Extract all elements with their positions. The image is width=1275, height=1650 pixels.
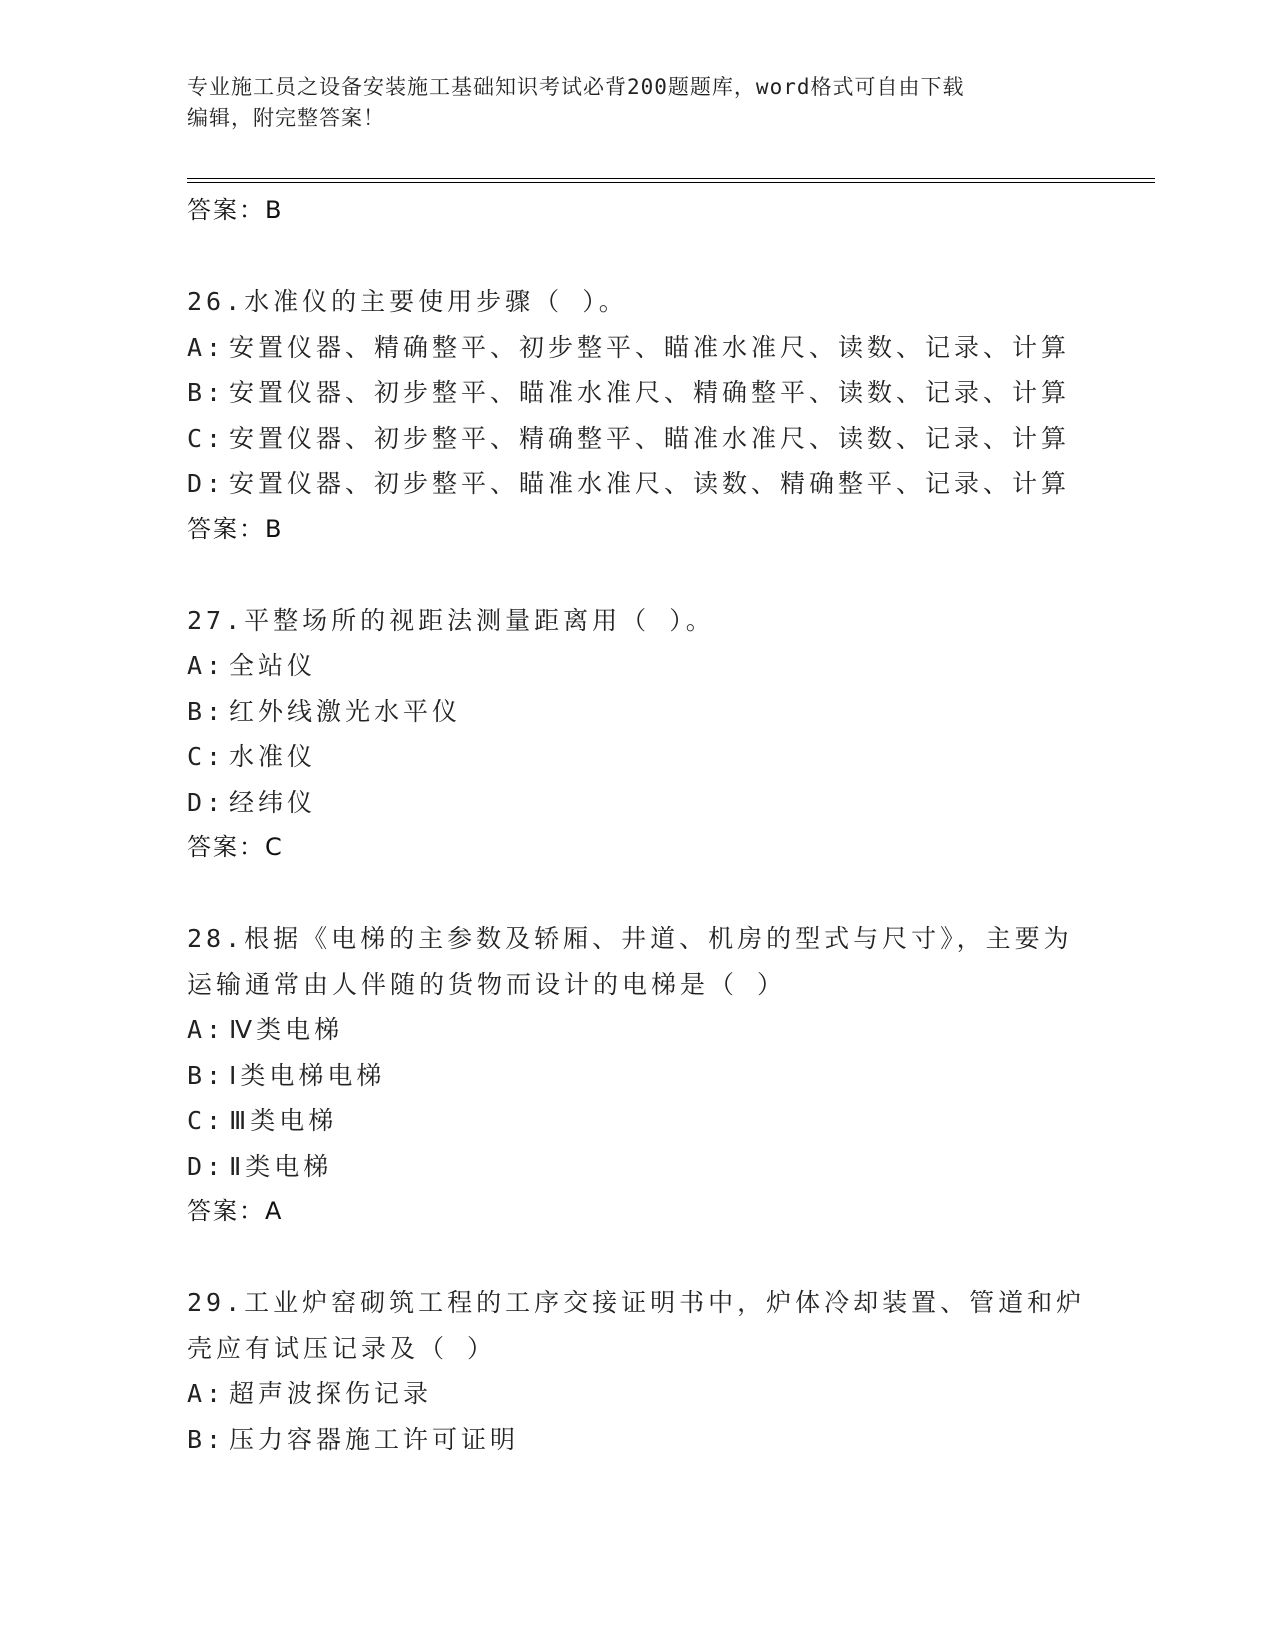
question-text: 29.工业炉窑砌筑工程的工序交接证明书中，炉体冷却装置、管道和炉 [187,1288,1086,1317]
answer-line: 答案：A [187,1197,284,1225]
option-text: 安置仪器、精确整平、初步整平、瞄准水准尺、读数、记录、计算 [229,332,1071,362]
option-label: D: [187,469,226,498]
option-text: 全站仪 [229,651,317,680]
option-text: 超声波探伤记录 [229,1379,433,1408]
option-text: 压力容器施工许可证明 [229,1424,520,1454]
option-row [187,1417,1087,1463]
option-row [187,1053,1087,1099]
answer-line: 答案：B [187,196,284,224]
option-row [187,1371,1087,1417]
option-row [187,1007,1087,1053]
option-label: A: [187,651,226,680]
option-label: C: [187,742,226,771]
question-block [187,279,1087,552]
option-row [187,370,1087,416]
option-row [187,643,1087,689]
option-text: 安置仪器、初步整平、瞄准水准尺、读数、精确整平、记录、计算 [229,469,1071,498]
option-row [187,780,1087,826]
question-block [187,598,1087,871]
answer-line: 答案：B [187,514,284,543]
header-divider-top [187,178,1155,179]
option-text: Ⅳ类电梯 [229,1015,344,1044]
question-text: 27.平整场所的视距法测量距离用（ ）。 [187,605,715,635]
answer-line: 答案：C [187,833,284,861]
option-text: 安置仪器、初步整平、瞄准水准尺、精确整平、读数、记录、计算 [229,378,1071,407]
question-text: 壳应有试压记录及（ ） [187,1333,497,1363]
header-line-2: 编辑，附完整答案！ [187,106,385,130]
option-label: A: [187,1015,226,1044]
option-label: C: [187,1106,226,1135]
option-label: B: [187,1424,226,1454]
option-label: D: [187,787,226,817]
question-list [187,188,1087,1462]
option-text: Ⅱ类电梯 [229,1151,333,1181]
header-divider-bottom [187,182,1155,183]
option-row [187,689,1087,735]
header-line-1: 专业施工员之设备安装施工基础知识考试必背200题题库，word格式可自由下载 [187,75,965,99]
question-block [187,1280,1087,1462]
option-label: B: [187,378,226,407]
option-text: 安置仪器、初步整平、精确整平、瞄准水准尺、读数、记录、计算 [229,423,1071,453]
option-label: D: [187,1151,226,1181]
option-text: 水准仪 [229,742,317,771]
option-label: B: [187,1060,226,1090]
question-text: 26.水准仪的主要使用步骤（ ）。 [187,287,628,316]
option-row [187,461,1087,507]
option-text: Ⅰ类电梯电梯 [229,1060,386,1090]
question-block [187,916,1087,1234]
option-row [187,1098,1087,1144]
option-row [187,1144,1087,1190]
option-label: A: [187,1379,226,1408]
option-row [187,416,1087,462]
question-text: 28.根据《电梯的主参数及轿厢、井道、机房的型式与尺寸》，主要为 [187,924,1073,953]
option-label: B: [187,696,226,726]
option-row [187,325,1087,371]
question-text: 运输通常由人伴随的货物而设计的电梯是（ ） [187,969,787,999]
option-text: 红外线激光水平仪 [229,696,462,726]
option-text: Ⅲ类电梯 [229,1106,338,1135]
option-label: A: [187,332,226,362]
option-text: 经纬仪 [229,787,317,817]
option-row [187,734,1087,780]
option-label: C: [187,423,226,453]
document-header [187,72,1087,134]
